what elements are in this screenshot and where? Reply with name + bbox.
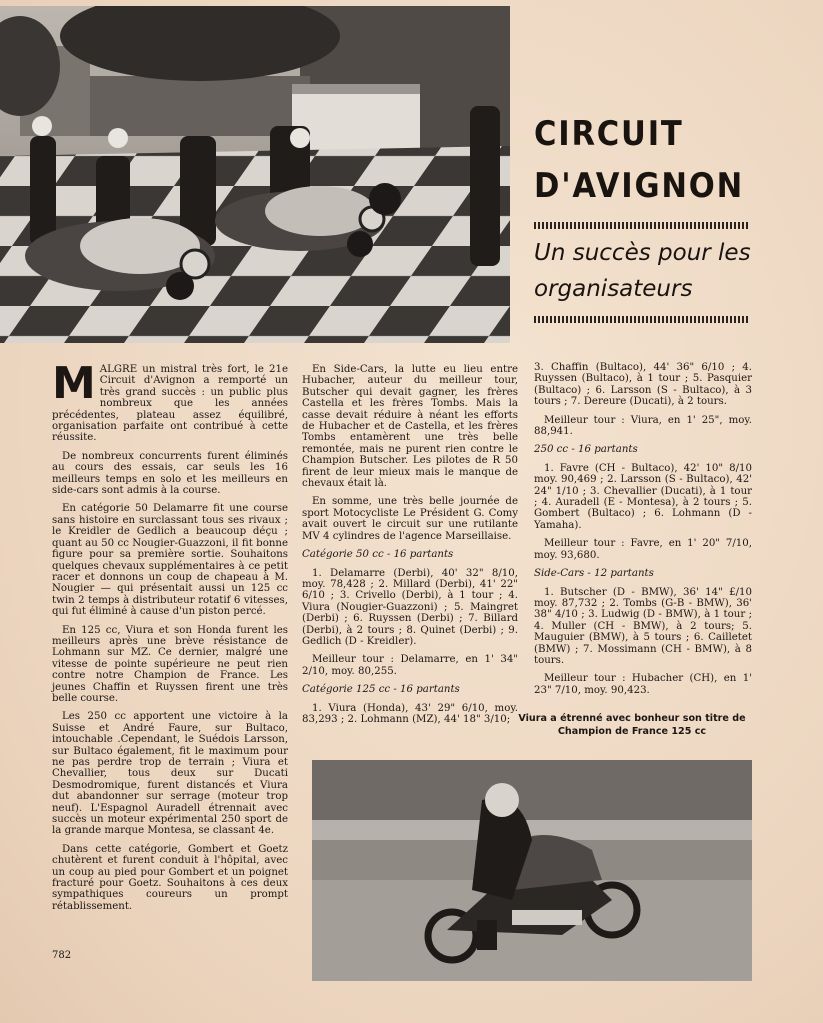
results-125cc: 1. Viura (Honda), 43' 29" 6/10, moy. 83,293 ; 2. Lohmann (MZ), 44' 18" 3/10; (302, 702, 518, 725)
results-125cc-continued: 3. Chaffin (Bultaco), 44' 36" 6/10 ; 4. Ruyssen (Bultaco), à 1 tour ; 5. Pasquier (Bultaco) ; 6. Larsson (S - Bultaco), à 3 tours ; 7. Dereure (Ducati), à 2 tours. (534, 362, 752, 408)
paragraph: En catégorie 50 Delamarre fit une course sans histoire en surclassant tous ses rivaux ; le Kreidler de Gedlich a beaucoup déçu ; quant au 50 cc Nougier-Guazzoni, il fit bonne figure pour sa première sortie. Souhaitons quelques chevaux supplémentaires à ce petit racer et donnons un coup de chapeau à M. Nougier — qui présentait aussi un 125 cc twin 2 temps à distributeur rotatif 6 vitesses, qui fut éliminé à cause d'un piston percé. (52, 503, 288, 618)
article-subtitle: Un succès pour les organisateurs (534, 240, 751, 302)
lead-paragraph: MALGRE un mistral très fort, le 21e Circuit d'Avignon a remporté un très grand succès : un public plus nombreux que les années précédentes, plateau assez équilibré, organisation parfaite ont contribué à cette réussite. (52, 358, 288, 444)
results-sidecars: 1. Butscher (D - BMW), 36' 14" £/10 moy. 87,732 ; 2. Tombs (G-B - BMW), 36' 38" 4/10 ; 3. Ludwig (D - BMW), à 1 tour ; 4. Muller (CH - BMW), à 2 tours; 5. Mauguier (BMW), à 5 tours ; 6. Cailletet (BMW) ; 7. Mossimann (CH - BMW), à 8 tours. (534, 586, 752, 666)
results-50cc: 1. Delamarre (Derbi), 40' 32" 8/10, moy. 78,428 ; 2. Millard (Derbi), 41' 22" 6/10 ; 3. Crivello (Derbi), à 1 tour ; 4. Viura (Nougier-Guazzoni) ; 5. Maingret (Derbi) ; 6. Ruyssen (Derbi) ; 7. Billard (Derbi), à 2 tours ; 8. Quinet (Derbi) ; 9. Gedlich (D - Kreidler). (302, 567, 518, 647)
article-column-3 (534, 362, 752, 703)
dropcap-letter: M (52, 358, 96, 409)
article-column-1 (52, 358, 288, 919)
paragraph: En somme, une très belle journée de sport Motocycliste Le Président G. Comy avait ouvert le circuit sur une rutilante MV 4 cylindres de l'agence Marseillaise. (302, 496, 518, 542)
title-rule-bottom (534, 316, 749, 323)
paragraph: En Side-Cars, la lutte eu lieu entre Hubacher, auteur du meilleur tour, Butscher qui devait gagner, les frères Castella et les frères Tombs. Mais la casse devait réduire à néant les efforts de Hubacher et de Castella, et les frères Tombs entamèrent une très belle remontée, mais ne purent rien contre le Champion Butscher. Les pilotes de R 50 firent de leur mieux mais le manque de chevaux était là. (302, 364, 518, 490)
best-lap-125cc: Meilleur tour : Viura, en 1' 25", moy. 88,941. (534, 414, 752, 438)
paragraph: De nombreux concurrents furent éliminés au cours des essais, car seuls les 16 meilleurs temps en solo et les meilleurs en side-cars sont admis à la course. (52, 450, 288, 497)
paragraph: Dans cette catégorie, Gombert et Goetz chutèrent et furent conduit à l'hôpital, avec un coup au pied pour Gombert et un poignet fracturé pour Goetz. Souhaitons à ces deux sympathiques coureurs un prompt rétablissement. (52, 843, 288, 912)
paragraph: En 125 cc, Viura et son Honda furent les meilleurs après une brève résistance de Lohmann sur MZ. Ce dernier, malgré une vitesse de pointe supérieure ne peut rien contre notre Champion de France. Les jeunes Chaffin et Ruyssen firent une très belle course. (52, 624, 288, 704)
title-rule-top (534, 222, 749, 229)
sidecar-start-photo (0, 6, 510, 343)
best-lap-250cc: Meilleur tour : Favre, en 1' 20" 7/10, moy. 93,680. (534, 538, 752, 561)
article-title (534, 108, 768, 212)
paragraph: Les 250 cc apportent une victoire à la Suisse et André Faure, sur Bultaco, intouchable .Cependant, le Suédois Larsson, sur Bultaco également, fit le maximum pour ne pas perdre trop de terrain ; Viura et Chevallier, tous deux sur Ducati Desmodromique, furent distancés et Viura dut abandonner sur serrage (moteur trop neuf). L'Espagnol Auradell étrennait avec succès un moteur expérimental 250 sport de la grande marque Montesa, se classant 4e. (52, 711, 288, 837)
results-250cc: 1. Favre (CH - Bultaco), 42' 10" 8/10 moy. 90,469 ; 2. Larsson (S - Bultaco), 42' 24" 1/10 ; 3. Chevallier (Ducati), à 1 tour ; 4. Auradell (E - Montesa), à 2 tours ; 5. Gombert (Bultaco) ; 6. Lohmann (D - Yamaha). (534, 462, 752, 531)
results-heading-125cc: Catégorie 125 cc - 16 partants (302, 684, 460, 696)
article-column-2 (302, 364, 518, 732)
results-heading-50cc: Catégorie 50 cc - 16 partants (302, 549, 454, 561)
results-heading-sidecars: Side-Cars - 12 partants (534, 568, 654, 580)
best-lap-50cc: Meilleur tour : Delamarre, en 1' 34" 2/10, moy. 80,255. (302, 654, 518, 677)
photo-caption: Viura a étrenné avec bonheur son titre de Champion de France 125 cc (518, 713, 746, 737)
results-heading-250cc: 250 cc - 16 partants (534, 444, 638, 456)
page-number: 782 (52, 950, 72, 961)
title-line-2: D'AVIGNON (534, 166, 744, 206)
title-line-1: CIRCUIT (534, 114, 684, 154)
rider-photo (312, 760, 752, 981)
best-lap-sidecars: Meilleur tour : Hubacher (CH), en 1' 23" 7/10, moy. 90,423. (534, 673, 752, 696)
